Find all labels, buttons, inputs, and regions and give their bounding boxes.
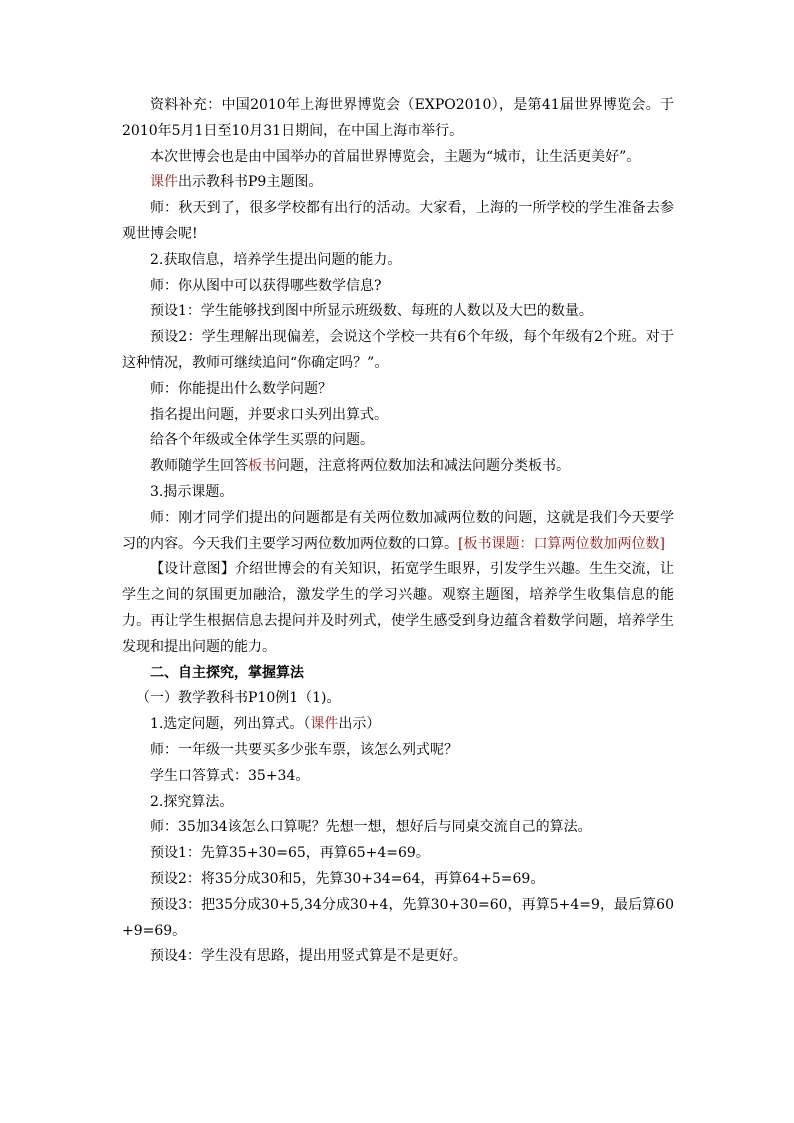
paragraph-preset-2: 预设2：学生理解出现偏差，会说这个学校一共有6个年级，每个年级有2个班。对于这种情况，教师可继续追问“你确定吗？”。: [122, 329, 674, 371]
paragraph-text: 出示）: [338, 716, 381, 733]
paragraph-ticket-problem: 给各个年级或全体学生买票的问题。: [150, 432, 374, 449]
paragraph-example: （一）教学教科书P10例1（1)。: [136, 690, 341, 707]
paragraph-teacher-intro: 师：秋天到了，很多学校都有出行的活动。大家看，上海的一所学校的学生准备去参观世博会呢!: [122, 200, 674, 242]
paragraph-step-2: 2.获取信息，培养学生提出问题的能力。: [150, 251, 402, 268]
paragraph-teacher-ticket: 师：一年级一共要买多少张车票，该怎么列式呢？: [150, 741, 458, 758]
paragraph-courseware-theme: [122, 170, 674, 196]
paragraph-text: 问题，注意将两位数加法和减法问题分类板书。: [276, 458, 570, 475]
paragraph-topic-reveal: [122, 506, 674, 558]
paragraph-board-writing: [122, 454, 674, 480]
paragraph-teacher-question: 师：你从图中可以获得哪些数学信息?: [150, 277, 382, 294]
paragraph-text: 教师随学生回答: [150, 458, 248, 475]
courseware-tag: 课件: [310, 716, 339, 733]
board-topic-tag: [板书课题：口算两位数加两位数]: [458, 535, 665, 552]
paragraph-step-1: [122, 712, 674, 738]
document-body: [122, 93, 674, 970]
paragraph-expo-info: 资料补充：中国2010年上海世界博览会（EXPO2010），是第41届世界博览会。于2010年5月1日至10月31日期间，在中国上海市举行。: [122, 97, 674, 139]
paragraph-teacher-calc: 师：35加34该怎么口算呢？先想一想，想好后与同桌交流自己的算法。: [150, 819, 592, 836]
paragraph-preset-a: 预设1：先算35+30=65，再算65+4=69。: [150, 845, 430, 862]
courseware-tag: 课件: [150, 174, 178, 191]
paragraph-student-answer: 学生口答算式：35+34。: [150, 767, 310, 784]
paragraph-teacher-ask: 师：你能提出什么数学问题？: [150, 380, 332, 397]
paragraph-design-intent: 【设计意图】介绍世博会的有关知识，拓宽学生眼界，引发学生兴趣。生生交流，让学生之间的氛围更加融洽，激发学生的学习兴趣。观察主题图，培养学生收集信息的能力。再让学生根据信息去提问并及时列式，使学生感受到身边蕴含着数学问题，培养学生发现和提出问题的能力。: [122, 561, 674, 655]
paragraph-name-students: 指名提出问题，并要求口头列出算式。: [150, 406, 388, 423]
paragraph-preset-b: 预设2：将35分成30和5，先算30+34=64，再算64+5=69。: [150, 870, 545, 887]
section-heading: 二、自主探究，掌握算法: [150, 664, 304, 681]
paragraph-text: 师：刚才同学们提出的问题都是有关两位数加减两位数的问题，这就是我们今天要学习的内容。今天我们主要学习两位数加两位数的口算。: [122, 509, 674, 552]
paragraph-step-2b: 2.探究算法。: [150, 793, 234, 810]
paragraph-text: 1.选定问题，列出算式。（: [150, 716, 311, 733]
paragraph-preset-d: 预设4：学生没有思路，提出用竖式算是不是更好。: [150, 948, 467, 965]
board-tag: 板书: [248, 458, 276, 475]
paragraph-preset-c: 预设3：把35分成30+5,34分成30+4，先算30+30=60，再算5+4=9，最后算60+9=69。: [122, 896, 674, 939]
paragraph-expo-theme: 本次世博会也是由中国举办的首届世界博览会，主题为“城市，让生活更美好”。: [150, 148, 641, 165]
paragraph-step-3: 3.揭示课题。: [150, 483, 234, 500]
paragraph-preset-1: 预设1：学生能够找到图中所显示班级数、每班的人数以及大巴的数量。: [150, 303, 593, 320]
paragraph-text: 出示教科书P9主题图。: [178, 174, 323, 191]
